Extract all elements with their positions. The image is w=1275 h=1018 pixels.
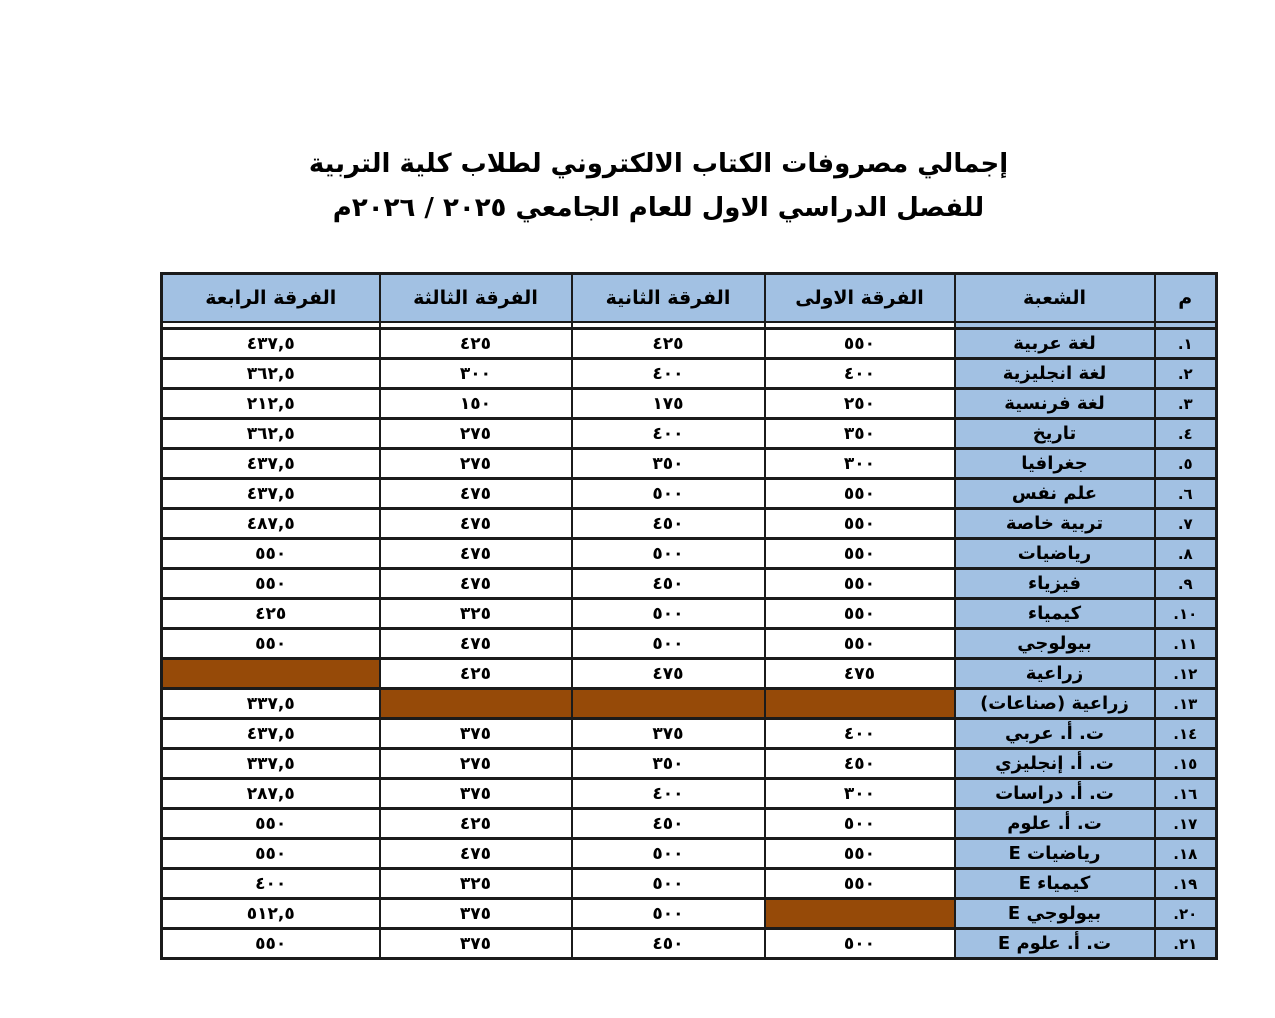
spacer-cell-year3 <box>380 322 572 329</box>
table-row <box>162 599 1217 629</box>
year3-cell: ٣٢٥ <box>380 869 572 899</box>
year3-cell: ٤٢٥ <box>380 809 572 839</box>
department-cell: تربية خاصة <box>955 509 1155 539</box>
year4-cell: ٥٥٠ <box>162 809 380 839</box>
spacer-cell-year2 <box>572 322 765 329</box>
num-cell: ٧. <box>1155 509 1217 539</box>
year1-cell: ٥٥٠ <box>765 329 955 359</box>
year1-cell: ٥٥٠ <box>765 569 955 599</box>
num-cell: ١٧. <box>1155 809 1217 839</box>
table-row <box>162 929 1217 959</box>
table-row <box>162 899 1217 929</box>
year1-cell: ٣٠٠ <box>765 779 955 809</box>
year4-cell: ٤٨٧,٥ <box>162 509 380 539</box>
num-cell: ١٨. <box>1155 839 1217 869</box>
year4-cell: ٥٥٠ <box>162 629 380 659</box>
year1-cell: ٥٥٠ <box>765 869 955 899</box>
header-year2: الفرقة الثانية <box>572 274 765 322</box>
year2-cell: ٥٠٠ <box>572 479 765 509</box>
num-cell: ٤. <box>1155 419 1217 449</box>
year2-cell-highlighted <box>572 689 765 719</box>
year4-cell: ٥٥٠ <box>162 569 380 599</box>
title-line-1: إجمالي مصروفات الكتاب الالكتروني لطلاب كلية التربية <box>308 149 1009 179</box>
department-cell: ت. أ. عربي <box>955 719 1155 749</box>
department-cell: زراعية (صناعات) <box>955 689 1155 719</box>
year1-cell: ٤٠٠ <box>765 359 955 389</box>
year2-cell: ٤٠٠ <box>572 779 765 809</box>
year3-cell: ٤٧٥ <box>380 509 572 539</box>
year4-cell: ٣٦٢,٥ <box>162 359 380 389</box>
num-cell: ١٠. <box>1155 599 1217 629</box>
year1-cell: ٥٥٠ <box>765 539 955 569</box>
year1-cell: ٣٥٠ <box>765 419 955 449</box>
spacer-cell-department <box>955 322 1155 329</box>
department-cell: ت. أ. علوم <box>955 809 1155 839</box>
year4-cell: ٤٢٥ <box>162 599 380 629</box>
year3-cell: ٤٧٥ <box>380 839 572 869</box>
department-cell: رياضيات <box>955 539 1155 569</box>
department-cell: كيمياء E <box>955 869 1155 899</box>
num-cell: ٥. <box>1155 449 1217 479</box>
spacer-cell-year1 <box>765 322 955 329</box>
table-row <box>162 809 1217 839</box>
table-row <box>162 479 1217 509</box>
title-line-2: للفصل الدراسي الاول للعام الجامعي ٢٠٢٥ / ٢٠٢٦م <box>332 193 985 223</box>
department-cell: لغة عربية <box>955 329 1155 359</box>
department-cell: جغرافيا <box>955 449 1155 479</box>
year2-cell: ٤٥٠ <box>572 929 765 959</box>
department-cell: فيزياء <box>955 569 1155 599</box>
year2-cell: ٥٠٠ <box>572 869 765 899</box>
table-row <box>162 749 1217 779</box>
header-year3: الفرقة الثالثة <box>380 274 572 322</box>
department-cell: بيولوجي <box>955 629 1155 659</box>
year1-cell: ٥٠٠ <box>765 929 955 959</box>
year3-cell: ٤٧٥ <box>380 479 572 509</box>
year3-cell: ٣٧٥ <box>380 929 572 959</box>
year3-cell: ٣٧٥ <box>380 899 572 929</box>
year2-cell: ٤٠٠ <box>572 419 765 449</box>
year2-cell: ٤٧٥ <box>572 659 765 689</box>
year3-cell: ٤٢٥ <box>380 329 572 359</box>
year2-cell: ٥٠٠ <box>572 899 765 929</box>
department-cell: زراعية <box>955 659 1155 689</box>
year3-cell-highlighted <box>380 689 572 719</box>
num-cell: ١٥. <box>1155 749 1217 779</box>
year2-cell: ٣٧٥ <box>572 719 765 749</box>
year4-cell: ٥٥٠ <box>162 539 380 569</box>
year2-cell: ٤٠٠ <box>572 359 765 389</box>
year3-cell: ٣٧٥ <box>380 779 572 809</box>
num-cell: ١٤. <box>1155 719 1217 749</box>
year1-cell: ٥٥٠ <box>765 509 955 539</box>
year3-cell: ٣٢٥ <box>380 599 572 629</box>
year3-cell: ٤٧٥ <box>380 629 572 659</box>
table-row <box>162 719 1217 749</box>
department-cell: بيولوجي E <box>955 899 1155 929</box>
year4-cell: ٤٠٠ <box>162 869 380 899</box>
table-row <box>162 659 1217 689</box>
year1-cell: ٥٠٠ <box>765 809 955 839</box>
table-body <box>162 329 1217 959</box>
year2-cell: ٤٢٥ <box>572 329 765 359</box>
year3-cell: ٤٧٥ <box>380 569 572 599</box>
year4-cell: ٣٦٢,٥ <box>162 419 380 449</box>
department-cell: رياضيات E <box>955 839 1155 869</box>
year2-cell: ٥٠٠ <box>572 839 765 869</box>
header-num: م <box>1155 274 1217 322</box>
year3-cell: ١٥٠ <box>380 389 572 419</box>
num-cell: ٩. <box>1155 569 1217 599</box>
year4-cell: ٢١٢,٥ <box>162 389 380 419</box>
year1-cell: ٤٧٥ <box>765 659 955 689</box>
header-department: الشعبة <box>955 274 1155 322</box>
num-cell: ٢. <box>1155 359 1217 389</box>
num-cell: ٨. <box>1155 539 1217 569</box>
table-row <box>162 359 1217 389</box>
year2-cell: ١٧٥ <box>572 389 765 419</box>
header-year4: الفرقة الرابعة <box>162 274 380 322</box>
year1-cell: ٣٠٠ <box>765 449 955 479</box>
table-row <box>162 569 1217 599</box>
year1-cell: ٢٥٠ <box>765 389 955 419</box>
year2-cell: ٥٠٠ <box>572 599 765 629</box>
year2-cell: ٤٥٠ <box>572 509 765 539</box>
num-cell: ١٢. <box>1155 659 1217 689</box>
year2-cell: ٤٥٠ <box>572 569 765 599</box>
year4-cell: ٣٣٧,٥ <box>162 689 380 719</box>
department-cell: ت. أ. دراسات <box>955 779 1155 809</box>
year4-cell: ٤٣٧,٥ <box>162 329 380 359</box>
year1-cell: ٥٥٠ <box>765 629 955 659</box>
header-spacer-row <box>162 322 1217 329</box>
table-row <box>162 449 1217 479</box>
department-cell: علم نفس <box>955 479 1155 509</box>
table-header-row <box>162 274 1217 322</box>
year3-cell: ٣٧٥ <box>380 719 572 749</box>
department-cell: ت. أ. علوم E <box>955 929 1155 959</box>
num-cell: ١٣. <box>1155 689 1217 719</box>
document-title <box>21 142 1275 230</box>
year4-cell: ٤٣٧,٥ <box>162 719 380 749</box>
spacer-cell-year4 <box>162 322 380 329</box>
table-row <box>162 509 1217 539</box>
num-cell: ١١. <box>1155 629 1217 659</box>
num-cell: ٦. <box>1155 479 1217 509</box>
table-row <box>162 329 1217 359</box>
department-cell: كيمياء <box>955 599 1155 629</box>
year1-cell: ٥٥٠ <box>765 479 955 509</box>
year2-cell: ٣٥٠ <box>572 449 765 479</box>
department-cell: ت. أ. إنجليزي <box>955 749 1155 779</box>
year3-cell: ٣٠٠ <box>380 359 572 389</box>
year4-cell: ٥٥٠ <box>162 839 380 869</box>
table-row <box>162 839 1217 869</box>
year2-cell: ٥٠٠ <box>572 629 765 659</box>
num-cell: ١٩. <box>1155 869 1217 899</box>
department-cell: لغة انجليزية <box>955 359 1155 389</box>
year1-cell-highlighted <box>765 689 955 719</box>
header-year1: الفرقة الاولى <box>765 274 955 322</box>
year3-cell: ٢٧٥ <box>380 449 572 479</box>
year1-cell: ٤٠٠ <box>765 719 955 749</box>
year3-cell: ٤٧٥ <box>380 539 572 569</box>
year2-cell: ٤٥٠ <box>572 809 765 839</box>
year4-cell: ٤٣٧,٥ <box>162 479 380 509</box>
year1-cell: ٥٥٠ <box>765 839 955 869</box>
num-cell: ٢١. <box>1155 929 1217 959</box>
year2-cell: ٣٥٠ <box>572 749 765 779</box>
table-row <box>162 779 1217 809</box>
year1-cell-highlighted <box>765 899 955 929</box>
table-row <box>162 389 1217 419</box>
department-cell: تاريخ <box>955 419 1155 449</box>
year4-cell: ٢٨٧,٥ <box>162 779 380 809</box>
year4-cell: ٥١٢,٥ <box>162 899 380 929</box>
table-row <box>162 689 1217 719</box>
num-cell: ٣. <box>1155 389 1217 419</box>
num-cell: ١٦. <box>1155 779 1217 809</box>
year3-cell: ٢٧٥ <box>380 419 572 449</box>
table-row <box>162 539 1217 569</box>
table-row <box>162 419 1217 449</box>
num-cell: ١. <box>1155 329 1217 359</box>
department-cell: لغة فرنسية <box>955 389 1155 419</box>
year4-cell: ٥٥٠ <box>162 929 380 959</box>
year1-cell: ٤٥٠ <box>765 749 955 779</box>
year4-cell: ٣٣٧,٥ <box>162 749 380 779</box>
year3-cell: ٢٧٥ <box>380 749 572 779</box>
year4-cell-highlighted <box>162 659 380 689</box>
spacer-cell-num <box>1155 322 1217 329</box>
fees-table <box>160 272 1218 960</box>
table-row <box>162 869 1217 899</box>
table-row <box>162 629 1217 659</box>
year3-cell: ٤٢٥ <box>380 659 572 689</box>
year2-cell: ٥٠٠ <box>572 539 765 569</box>
year4-cell: ٤٣٧,٥ <box>162 449 380 479</box>
year1-cell: ٥٥٠ <box>765 599 955 629</box>
num-cell: ٢٠. <box>1155 899 1217 929</box>
